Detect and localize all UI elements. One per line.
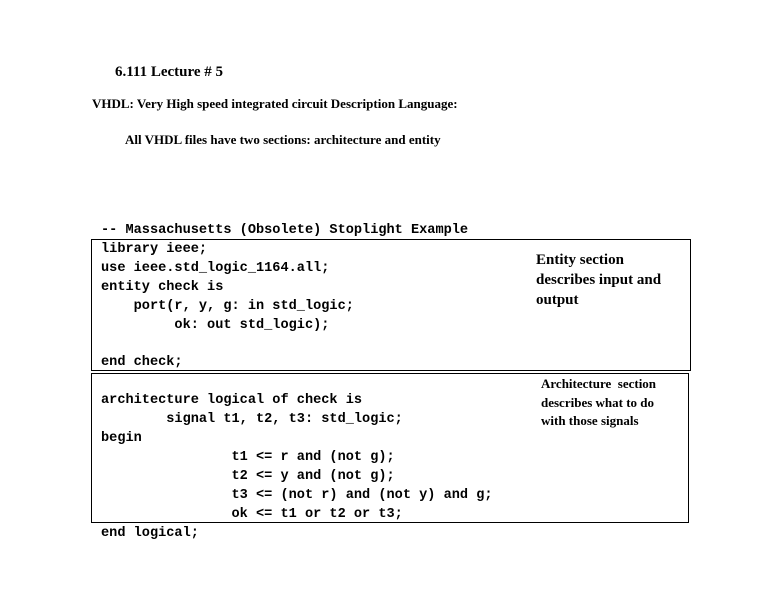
architecture-body-code: t1 <= r and (not g); t2 <= y and (not g); t3 <= (not r) and (not y) and g; ok <= t1 or t2 or t3;: [231, 450, 493, 522]
code-comment: -- Massachusetts (Obsolete) Stoplight Example: [101, 223, 469, 238]
entity-code: library ieee; use ieee.std_logic_1164.all; entity check is port(r, y, g: in std_logic; ok: out std_logic);: [101, 242, 354, 333]
architecture-end: end logical;: [101, 526, 199, 541]
entity-end: end check;: [101, 355, 183, 370]
lecture-title: 6.111 Lecture # 5: [115, 64, 224, 80]
vhdl-definition: VHDL: Very High speed integrated circuit Description Language:: [92, 96, 458, 111]
entity-callout: Entity section describes input and output: [536, 252, 662, 308]
architecture-callout: Architecture section describes what to do with those signals: [541, 376, 657, 428]
architecture-header-code: architecture logical of check is signal t1, t2, t3: std_logic; begin: [101, 393, 403, 446]
sections-note: All VHDL files have two sections: architecture and entity: [125, 132, 441, 147]
